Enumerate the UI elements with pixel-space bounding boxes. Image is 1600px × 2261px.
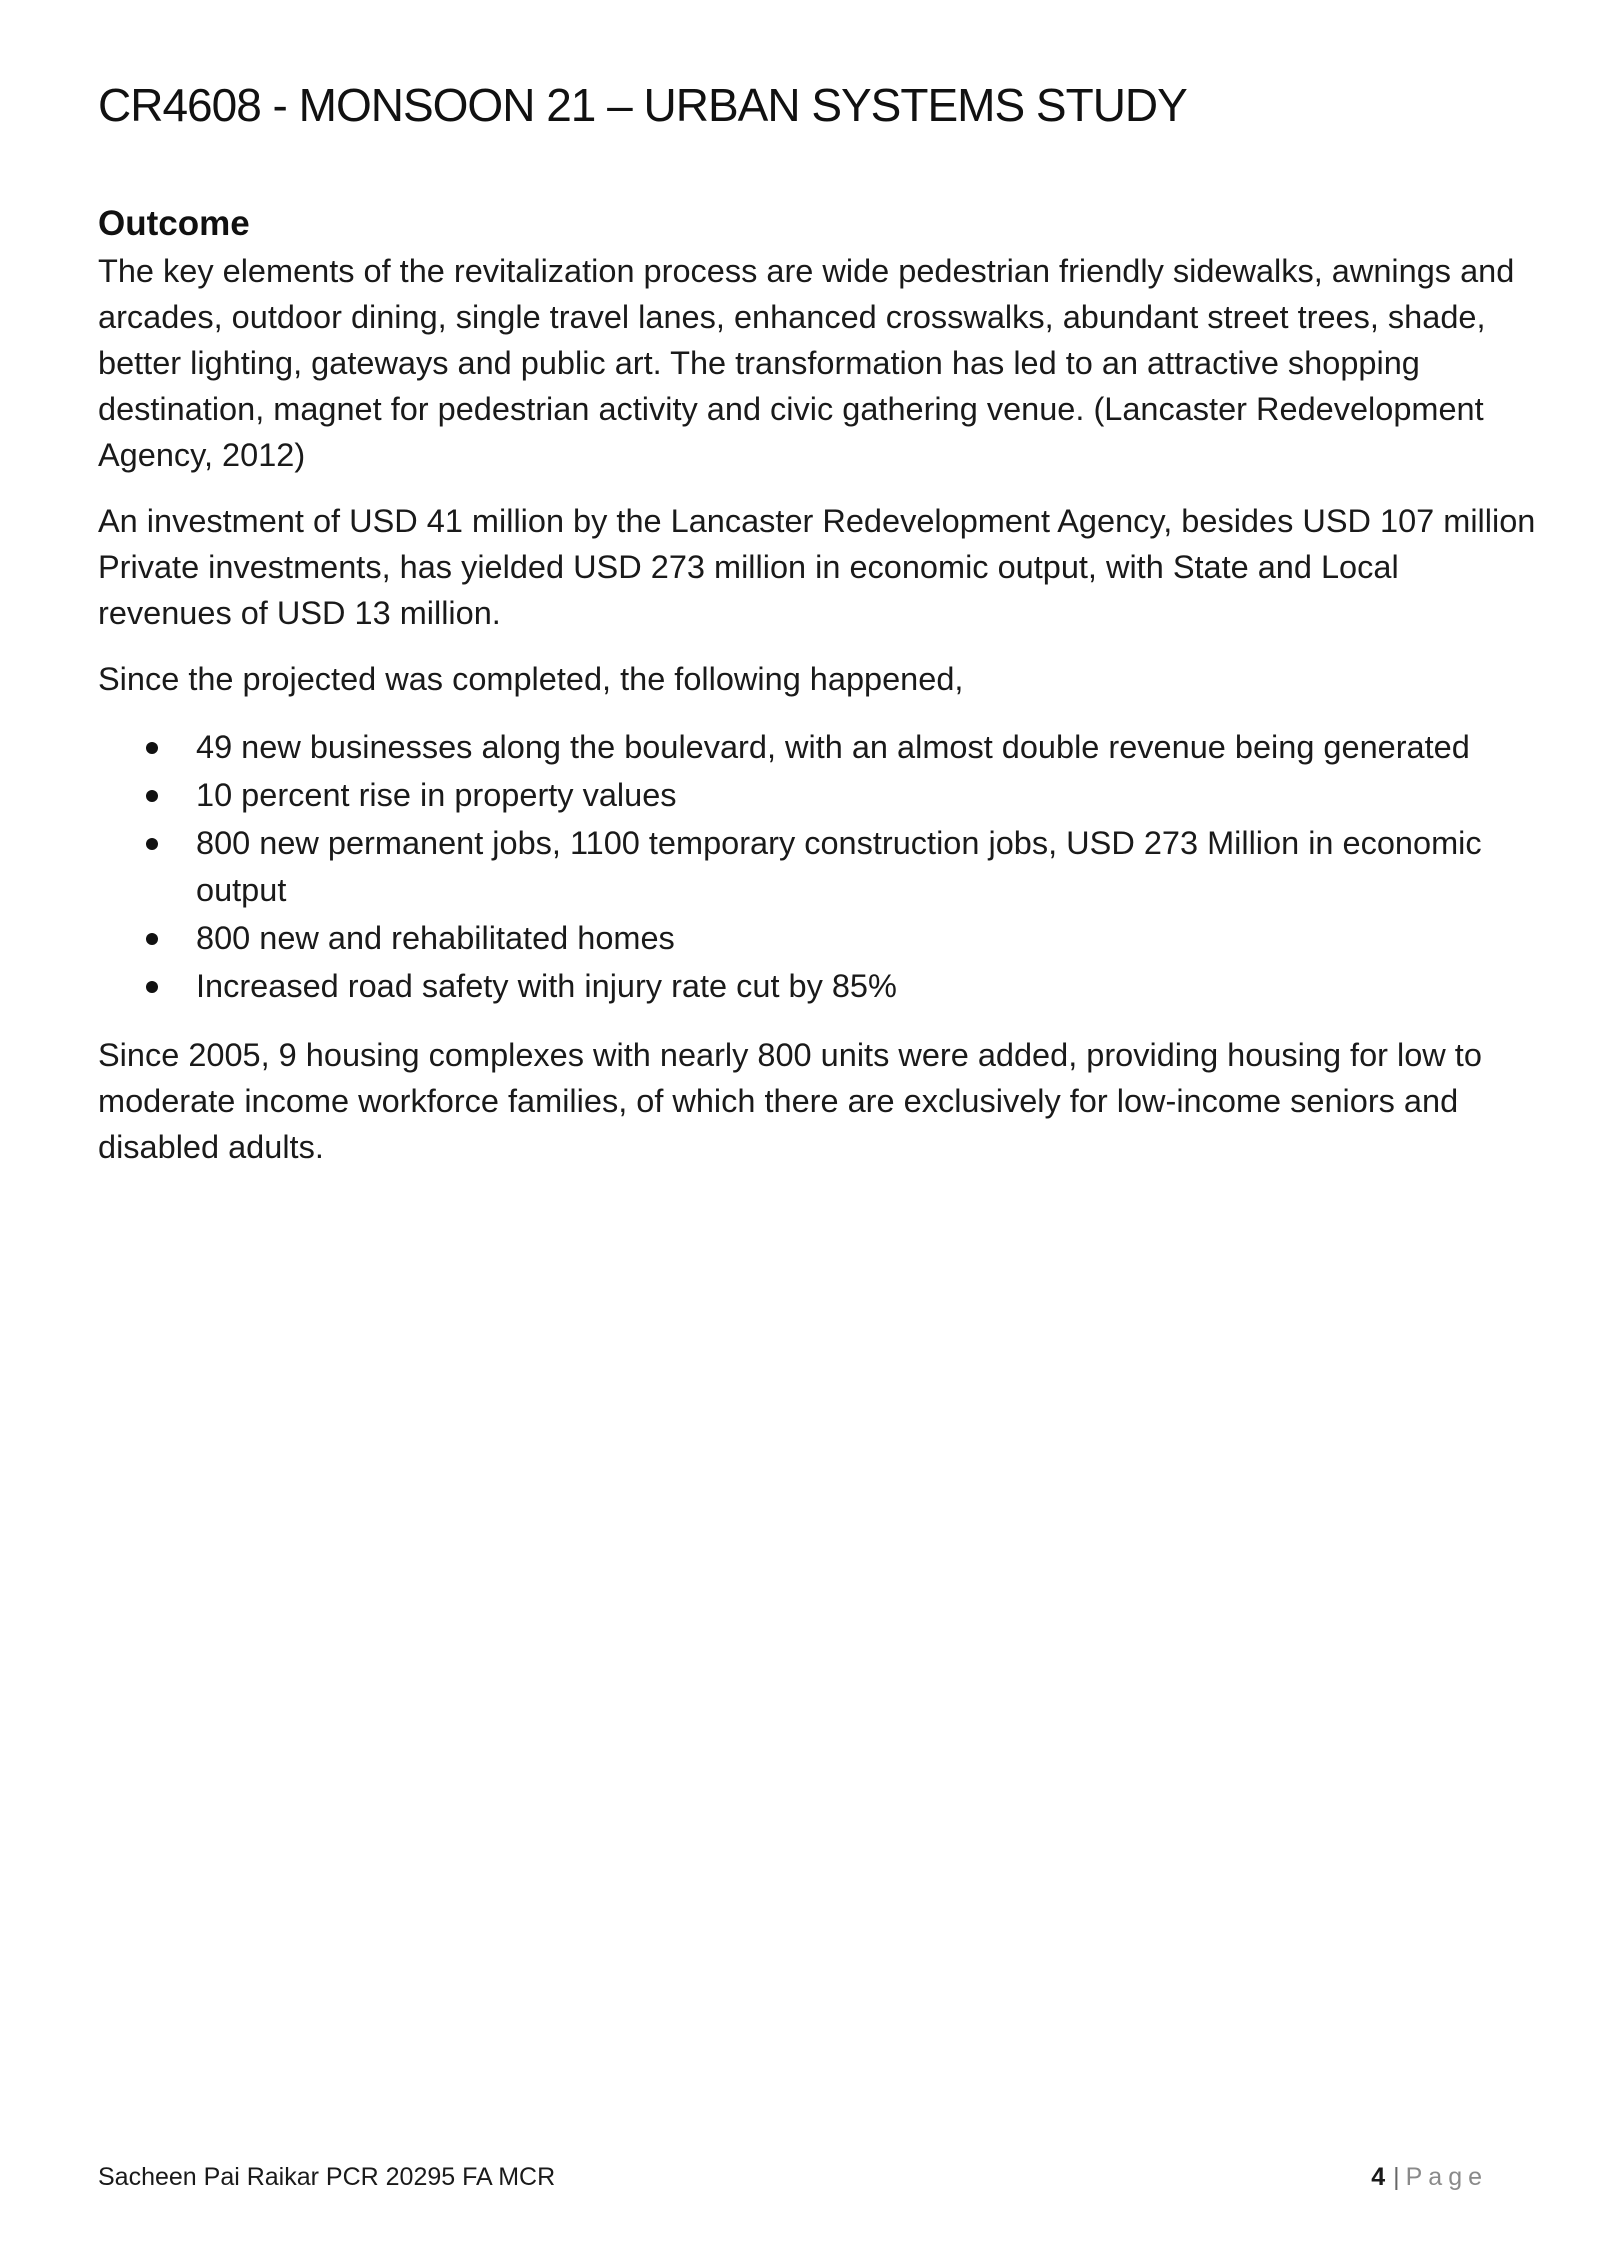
bullet-dot-icon [146, 933, 158, 945]
section-heading: Outcome [98, 204, 250, 243]
list-item [98, 772, 1538, 819]
paragraph-investment: An investment of USD 41 million by the Lancaster Redevelopment Agency, besides USD 107 million Private investments, has yielded USD 273 million in economic output, with State and Local revenues of USD 13 million. [98, 503, 1536, 631]
main-content [98, 200, 1538, 1190]
bullet-dot-icon [146, 981, 158, 993]
bullet-dot-icon [146, 838, 158, 850]
paragraph-housing: Since 2005, 9 housing complexes with nearly 800 units were added, providing housing for low to moderate income workforce families, of which there are exclusively for low-income seniors and disabled adults. [98, 1037, 1482, 1165]
outcome-bullet-list [98, 724, 1538, 1010]
page-title: CR4608 - MONSOON 21 – URBAN SYSTEMS STUDY [98, 79, 1187, 131]
list-item [98, 963, 1538, 1010]
list-item-text: Increased road safety with injury rate cut by 85% [196, 968, 897, 1004]
bullet-dot-icon [146, 742, 158, 754]
bullet-dot-icon [146, 790, 158, 802]
list-item-text: 10 percent rise in property values [196, 777, 677, 813]
paragraph-since-completed: Since the projected was completed, the following happened, [98, 661, 964, 697]
footer-page-indicator [1371, 2163, 1488, 2192]
list-item [98, 915, 1538, 962]
footer-author: Sacheen Pai Raikar PCR 20295 FA MCR [98, 2163, 556, 2191]
page-number: 4 [1371, 2163, 1386, 2191]
page-separator: | [1393, 2163, 1400, 2191]
list-item-text: 800 new and rehabilitated homes [196, 920, 675, 956]
list-item-text: 49 new businesses along the boulevard, with an almost double revenue being generated [196, 729, 1470, 765]
page-label: Page [1405, 2163, 1488, 2191]
list-item-text: 800 new permanent jobs, 1100 temporary construction jobs, USD 273 Million in economic output [196, 825, 1482, 908]
list-item [98, 724, 1538, 771]
list-item [98, 820, 1538, 914]
paragraph-key-elements: The key elements of the revitalization process are wide pedestrian friendly sidewalks, awnings and arcades, outdoor dining, single travel lanes, enhanced crosswalks, abundant street trees, shade, better lighting, gateways and public art. The transformation has led to an attractive shopping destination, magnet for pedestrian activity and civic gathering venue. (Lancaster Redevelopment Agency, 2012) [98, 253, 1515, 473]
